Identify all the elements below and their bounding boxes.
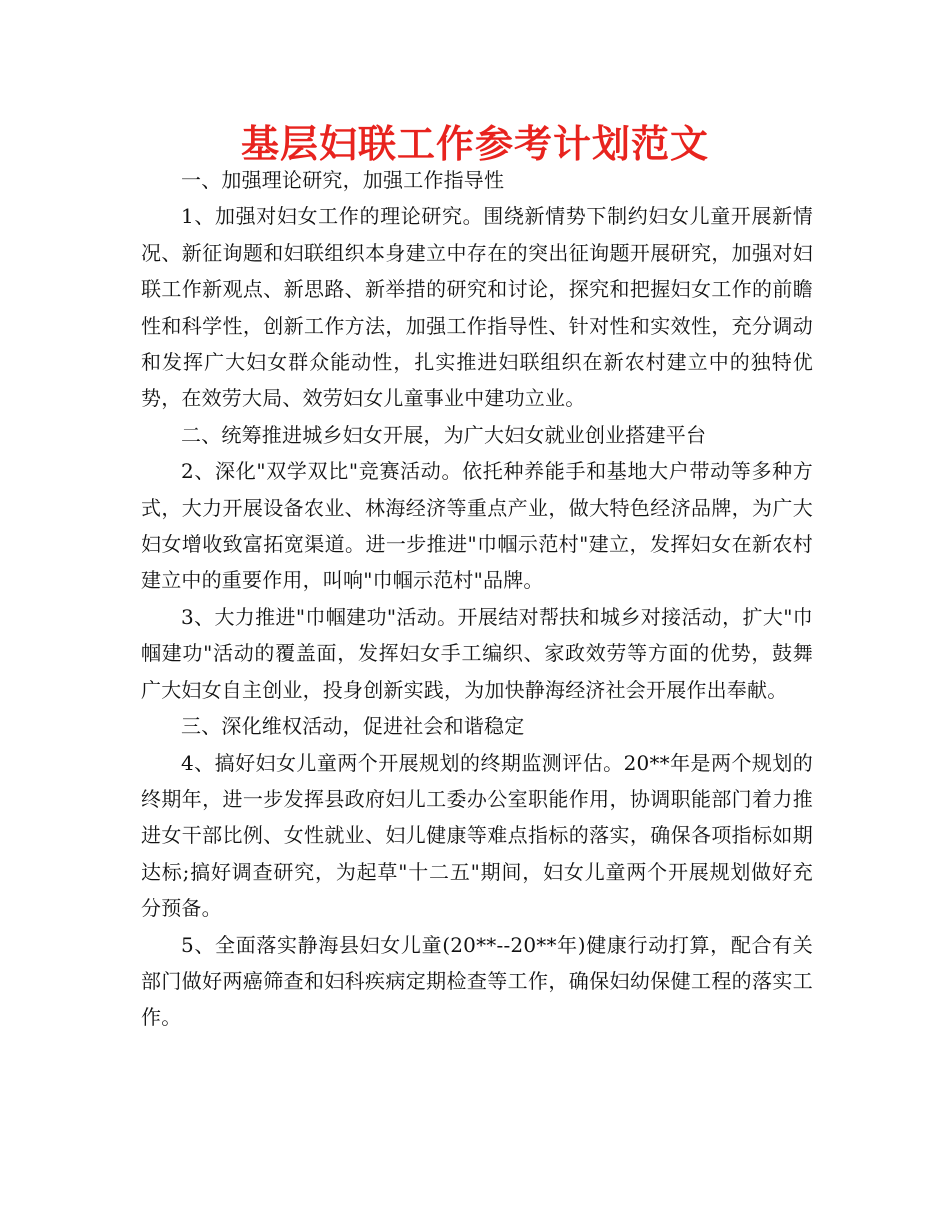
document-title: 基层妇联工作参考计划范文 <box>240 122 709 166</box>
paragraph-5: 5、全面落实静海县妇女儿童(20**--20**年)健康行动打算，配合有关部门做好两癌筛查和妇科疾病定期检查等工作，确保妇幼保健工程的落实工作。 <box>141 932 813 1030</box>
paragraph-2: 2、深化"双学双比"竞赛活动。依托种养能手和基地大户带动等多种方式，大力开展设备农业、林海经济等重点产业，做大特色经济品牌，为广大妇女增收致富拓宽渠道。进一步推进"巾帼示范村"建立，发挥妇女在新农村建立中的重要作用，叫响"巾帼示范村"品牌。 <box>141 459 813 593</box>
document-body <box>141 162 813 1036</box>
section-heading-1: 一、加强理论研究，加强工作指导性 <box>181 168 505 192</box>
paragraph-3: 3、大力推进"巾帼建功"活动。开展结对帮扶和城乡对接活动，扩大"巾帼建功"活动的覆盖面，发挥妇女手工编织、家政效劳等方面的优势，鼓舞广大妇女自主创业，投身创新实践，为加快静海经济社会开展作出奉献。 <box>141 604 813 702</box>
paragraph-1: 1、加强对妇女工作的理论研究。围绕新情势下制约妇女儿童开展新情况、新征询题和妇联组织本身建立中存在的突出征询题开展研究，加强对妇联工作新观点、新思路、新举措的研究和讨论，探究和把握妇女工作的前瞻性和科学性，创新工作方法，加强工作指导性、针对性和实效性，充分调动和发挥广大妇女群众能动性，扎实推进妇联组织在新农村建立中的独特优势，在效劳大局、效劳妇女儿童事业中建功立业。 <box>141 204 813 411</box>
section-heading-2: 二、统筹推进城乡妇女开展，为广大妇女就业创业搭建平台 <box>181 422 707 447</box>
section-heading-3: 三、深化维权活动，促进社会和谐稳定 <box>181 714 525 739</box>
paragraph-4: 4、搞好妇女儿童两个开展规划的终期监测评估。20**年是两个规划的终期年，进一步发挥县政府妇儿工委办公室职能作用，协调职能部门着力推进女干部比例、女性就业、妇儿健康等难点指标的落实，确保各项指标如期达标;搞好调查研究，为起草"十二五"期间，妇女儿童两个开展规划做好充分预备。 <box>141 750 813 921</box>
